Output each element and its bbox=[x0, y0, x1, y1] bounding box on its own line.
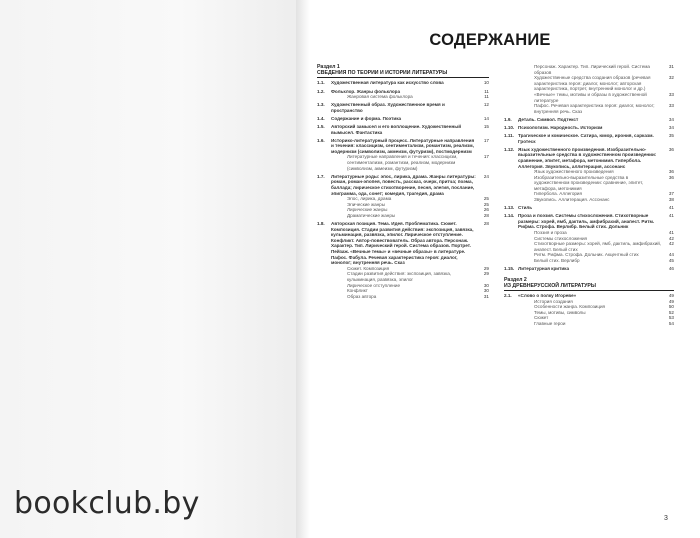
toc-entry-text: «Вечные» темы, мотивы и образы в художественной литературе bbox=[534, 91, 647, 103]
toc-entry-text: Ритм. Рифма. Строфа. Дольник. Акцентный стих bbox=[534, 252, 639, 258]
toc-subentry bbox=[317, 294, 489, 300]
section-title: ИЗ ДРЕВНЕРУССКОЙ ЛИТЕРАТУРЫ bbox=[504, 283, 674, 291]
toc-subentry bbox=[504, 175, 674, 192]
toc-entries bbox=[317, 80, 489, 299]
toc-entry-number: 1.1. bbox=[317, 80, 325, 86]
toc-entry-text: Проза и поэзия. Системы стихосложения. Стихотворные размеры: хорей, ямб, дактиль, амфибрахий, анапест. Ритм. Рифма. Строфа. Верлибр. Белый стих. Дольник bbox=[518, 213, 655, 230]
toc-entry-page: 36 bbox=[668, 174, 674, 180]
toc-entry-text: Историко-литературный процесс. Литературные направления и течения: классицизм, сентиментализм, романтизм, реализм, модернизм (символизм, акмеизм, футуризм), постмодернизм bbox=[331, 137, 475, 154]
toc-entry-text: История создания bbox=[534, 298, 573, 304]
toc-entry-page: 28 bbox=[483, 212, 489, 218]
toc-entry-number: 1.6. bbox=[317, 137, 325, 143]
toc-entry-text: Литературные направления и течения: классицизм, сентиментализм, романтизм, реализм, модернизм (символизм, акмеизм, футуризм) bbox=[347, 154, 458, 171]
toc-subentry bbox=[317, 213, 489, 219]
toc-entry-page: 46 bbox=[668, 266, 674, 272]
toc-entry-text: Системы стихосложения bbox=[534, 235, 588, 241]
toc-entry bbox=[504, 266, 674, 272]
toc-entry-page: 38 bbox=[668, 197, 674, 203]
toc-entry-number: 1.15. bbox=[504, 266, 515, 272]
toc-entry-page: 17 bbox=[483, 154, 489, 160]
toc-entry bbox=[317, 221, 489, 266]
toc-entry bbox=[504, 133, 674, 144]
toc-entry-text: Фольклор. Жанры фольклора bbox=[331, 88, 401, 94]
toc-entry-text: Стихотворные размеры: хорей, ямб, дактиль, амфибрахий, анапест. Белый стих bbox=[534, 241, 662, 252]
toc-entry-number: 1.5. bbox=[317, 123, 325, 129]
toc-entry-text: Художественная литература как искусство слова bbox=[331, 80, 444, 86]
toc-entries bbox=[504, 293, 674, 327]
toc-entry-text: Особенности жанра. Композиция bbox=[534, 304, 606, 310]
toc-entry-page: 17 bbox=[483, 137, 489, 143]
toc-subentry bbox=[504, 258, 674, 264]
toc-entry-page: 50 bbox=[668, 304, 674, 310]
toc-entry-number: 1.4. bbox=[317, 115, 325, 121]
left-page-background bbox=[0, 0, 300, 538]
toc-entry-page: 10 bbox=[483, 80, 489, 86]
toc-entry-page: 41 bbox=[668, 213, 674, 219]
toc-entry-text: Язык художественного произведения. Изобразительно-выразительные средства в художественном произведении: сравнение, эпитет, метафора, метонимия. Гипербола. Аллегория. Звукопись, аллитерация, ассонанс bbox=[518, 146, 657, 169]
toc-entry-text: Содержание и форма. Поэтика bbox=[331, 115, 402, 121]
toc-entry-text: Трагическое и комическое. Сатира, юмор, ирония, сарказм. Гротеск bbox=[518, 133, 654, 144]
toc-entry-text: Белый стих. Верлибр bbox=[534, 258, 580, 263]
watermark: bookclub.by bbox=[14, 486, 200, 521]
toc-entry bbox=[317, 174, 489, 196]
section-label: Раздел 2 bbox=[504, 276, 527, 283]
section-title: СВЕДЕНИЯ ПО ТЕОРИИ И ИСТОРИИ ЛИТЕРАТУРЫ bbox=[317, 70, 489, 78]
toc-entry bbox=[317, 124, 489, 135]
toc-entry-text: Изобразительно-выразительные средства в художественном произведении: сравнение, эпитет, метафора, метонимия bbox=[534, 174, 644, 191]
toc-subentry bbox=[504, 64, 674, 75]
toc-entry-number: 1.12. bbox=[504, 146, 515, 152]
toc-entry-page: 28 bbox=[483, 220, 489, 226]
toc-entry-text: Психологизм. Народность. Историзм bbox=[518, 124, 603, 130]
section-block bbox=[504, 277, 674, 327]
toc-entry-text: Образ автора bbox=[347, 293, 377, 299]
toc-entry-page: 33 bbox=[668, 103, 674, 109]
toc-entry-text: Сюжет. Композиция bbox=[347, 265, 390, 271]
toc-entry-text: Эпос, лирика, драма bbox=[347, 196, 392, 202]
toc-entry-page: 49 bbox=[668, 293, 674, 299]
toc-entry-text: Пафос. Речевая характеристика героя: диалог, монолог; внутренняя речь. Сказ bbox=[534, 103, 655, 114]
toc-entry-page: 53 bbox=[668, 315, 674, 321]
page-number: 3 bbox=[664, 515, 668, 522]
toc-entry-text: Деталь. Символ. Подтекст bbox=[518, 116, 579, 122]
toc-entry-page: 11 bbox=[484, 94, 489, 100]
toc-entry-page: 31 bbox=[668, 64, 674, 69]
toc-entry-page: 54 bbox=[668, 321, 674, 327]
toc-entry bbox=[317, 116, 489, 122]
toc-entry-page: 30 bbox=[483, 282, 489, 288]
toc-entry-page: 31 bbox=[483, 293, 489, 299]
toc-entry-text: Стиль bbox=[518, 205, 533, 211]
toc-entry-page: 42 bbox=[668, 241, 674, 247]
toc-entry-number: 2.1. bbox=[504, 293, 512, 299]
toc-entry-text: Драматические жанры bbox=[347, 212, 396, 218]
toc-entry bbox=[504, 125, 674, 131]
toc-entry-page: 41 bbox=[668, 230, 674, 236]
toc-subentry bbox=[504, 241, 674, 252]
toc-entry-page: 25 bbox=[483, 201, 489, 207]
toc-entry-text: Эпические жанры bbox=[347, 201, 386, 207]
toc-entry-page: 42 bbox=[668, 235, 674, 241]
toc-entry-page: 44 bbox=[668, 252, 674, 258]
toc-entry-page: 35 bbox=[668, 133, 674, 139]
toc-entry-page: 34 bbox=[668, 124, 674, 130]
toc-subentry bbox=[317, 154, 489, 171]
toc-subentry bbox=[504, 92, 674, 103]
toc-entry-text: Художественный образ. Художественное время и пространство bbox=[331, 102, 445, 113]
page-title: СОДЕРЖАНИЕ bbox=[429, 31, 551, 49]
toc-entry-page: 30 bbox=[483, 288, 489, 294]
toc-entry bbox=[317, 102, 489, 113]
toc-entry-number: 1.3. bbox=[317, 102, 325, 108]
toc-entry bbox=[504, 117, 674, 123]
toc-entry-text: Художественные средства создания образов (речевая характеристика героя: диалог, монолог; авторская характеристика, портрет, внутренний монолог и др.) bbox=[534, 75, 651, 92]
toc-entry-number: 1.2. bbox=[317, 88, 325, 94]
toc-entry-page: 25 bbox=[483, 196, 489, 202]
toc-entry-page: 45 bbox=[668, 258, 674, 263]
toc-entry-number: 1.13. bbox=[504, 205, 515, 211]
toc-entry-page: 36 bbox=[668, 146, 674, 152]
toc-entry-number: 1.9. bbox=[504, 116, 512, 122]
toc-entry-page: 15 bbox=[483, 123, 489, 129]
toc-entry-text: Авторская позиция. Тема. Идея. Проблематика. Сюжет. Композиция. Стадии развития действия: экспозиция, завязка, кульминация, развязка, эпилог. Лирическое отступление. Конфликт. Автор-повествователь. Образ автора. Персонаж. Характер. Тип. Лирический герой. Система образов. Портрет. Пейзаж. «Вечные темы» и «вечные образы» в литературе. Пафос. Фабула. Речевая характеристика героя: диалог, монолог; внутренняя речь. Сказ bbox=[331, 220, 474, 266]
toc-subentry bbox=[504, 75, 674, 92]
toc-subentry bbox=[504, 197, 674, 203]
toc-entry-page: 14 bbox=[483, 115, 489, 121]
toc-subentry bbox=[317, 94, 489, 100]
toc-entry-page: 34 bbox=[668, 116, 674, 122]
toc-entry bbox=[317, 80, 489, 86]
toc-entry-text: Лирические жанры bbox=[347, 207, 388, 213]
toc-entry-number: 1.10. bbox=[504, 124, 515, 130]
book-gutter bbox=[296, 0, 310, 538]
toc-entry-page: 33 bbox=[668, 91, 674, 97]
toc-entry-text: Темы, мотивы, символы bbox=[534, 309, 586, 315]
toc-entry bbox=[317, 138, 489, 155]
toc-entry bbox=[504, 213, 674, 230]
toc-entry-text: Язык художественного произведения bbox=[534, 169, 614, 175]
toc-entry-text: Гипербола. Аллегория bbox=[534, 191, 582, 197]
toc-entry-text: Авторский замысел и его воплощение. Художественный вымысел. Фантастика bbox=[331, 123, 462, 135]
toc-entry-page: 29 bbox=[483, 265, 489, 271]
toc-entry-text: Литературная критика bbox=[518, 266, 570, 272]
toc-entry-page: 24 bbox=[483, 173, 489, 179]
toc-entry-page: 36 bbox=[668, 169, 674, 175]
section-label: Раздел 1 bbox=[317, 64, 340, 70]
toc-subentry bbox=[317, 271, 489, 282]
toc-entry-number: 1.8. bbox=[317, 220, 325, 226]
toc-entry-text: Персонаж. Характер. Тип. Лирический герой. Система образов bbox=[534, 64, 650, 75]
toc-entry-text: Звукопись. Аллитерация. Ассонанс bbox=[534, 197, 610, 203]
toc-entry-text: Лирическое отступление bbox=[347, 282, 401, 288]
toc-entry bbox=[504, 147, 674, 169]
toc-entry-page: 26 bbox=[483, 207, 489, 213]
toc-entry-page: 49 bbox=[668, 298, 674, 304]
toc-right-column bbox=[504, 64, 674, 327]
toc-entry-text: Жанровая система фольклора bbox=[347, 94, 413, 100]
toc-entry-text: «Слово о полку Игореве» bbox=[518, 293, 577, 299]
toc-entry bbox=[504, 205, 674, 211]
toc-entry-page: 37 bbox=[668, 191, 674, 197]
toc-entry-page: 52 bbox=[668, 309, 674, 315]
toc-entry-text: Сюжет bbox=[534, 315, 549, 321]
toc-entry-number: 1.7. bbox=[317, 173, 325, 179]
toc-subentry bbox=[504, 321, 674, 327]
toc-entry-page: 11 bbox=[484, 88, 489, 94]
toc-entry-number: 1.11. bbox=[504, 133, 514, 139]
toc-entries bbox=[504, 64, 674, 272]
toc-entry-text: Литературные роды: эпос, лирика, драма. Жанры литературы: роман, роман-эпопея, повесть, рассказ, очерк, притча; поэма, баллада; лирическое стихотворение, песня, элегия, послание, эпиграмма, ода, сонет; комедия, трагедия, драма bbox=[331, 173, 476, 196]
toc-entry-number: 1.14. bbox=[504, 213, 515, 219]
toc-left-column bbox=[317, 64, 489, 299]
toc-entry-text: Поэзия и проза bbox=[534, 230, 567, 236]
toc-entry-text: Стадии развития действия: экспозиция, завязка, кульминация, развязка, эпилог bbox=[347, 271, 452, 282]
toc-entry-text: Главные герои bbox=[534, 321, 566, 327]
toc-entry-page: 41 bbox=[668, 205, 674, 211]
toc-entry-page: 29 bbox=[483, 271, 489, 277]
toc-entry-page: 32 bbox=[668, 75, 674, 81]
toc-entry-text: Конфликт bbox=[347, 288, 368, 294]
toc-subentry bbox=[504, 103, 674, 114]
toc-entry-page: 12 bbox=[483, 102, 489, 108]
